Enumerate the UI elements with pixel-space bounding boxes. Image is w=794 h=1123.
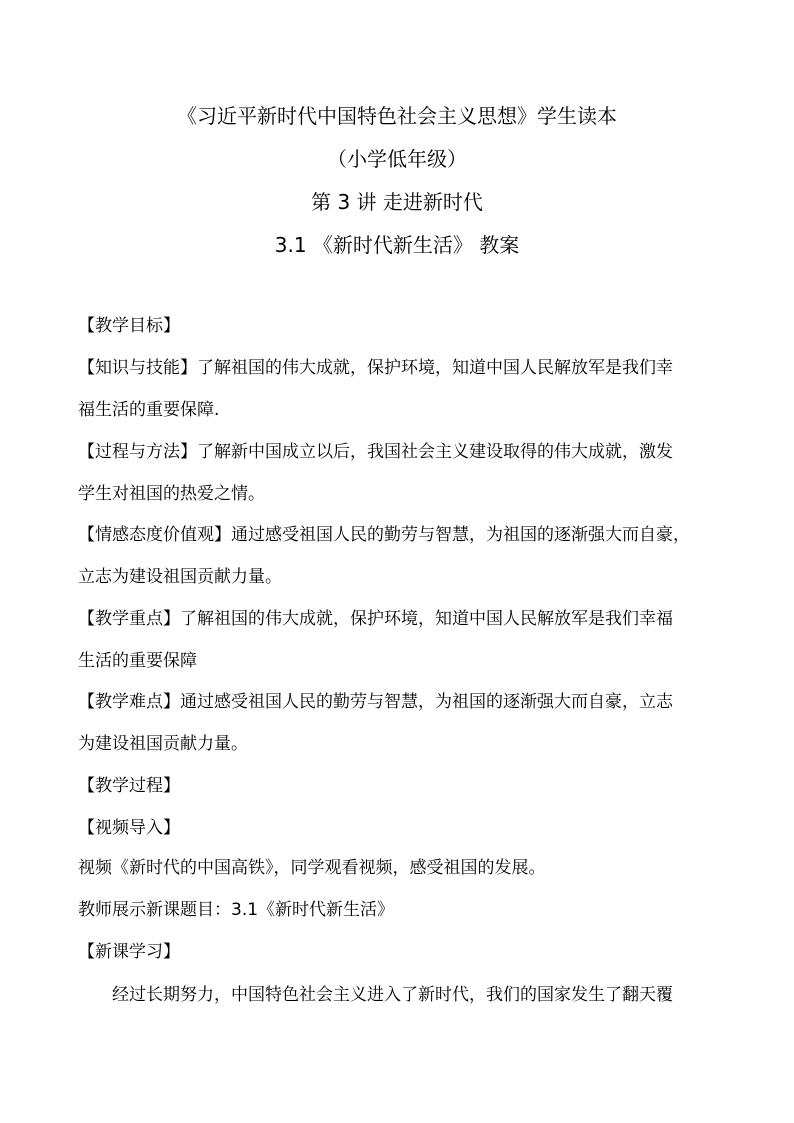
knowledge-label: 【知识与技能】 bbox=[78, 358, 197, 378]
difficulty-text-1: 通过感受祖国人民的勤劳与智慧，为祖国的逐渐强大而自豪，立志 bbox=[180, 692, 673, 712]
key-point-label: 【教学重点】 bbox=[78, 609, 180, 629]
lesson-heading: 3.1 《新时代新生活》 教案 bbox=[274, 233, 520, 257]
body-paragraph: 经过长期努力，中国特色社会主义进入了新时代，我们的国家发生了翻天覆 bbox=[112, 985, 673, 1005]
lecture-heading: 第 3 讲 走进新时代 bbox=[311, 190, 483, 214]
difficulty-text-2: 为建设祖国贡献力量。 bbox=[78, 734, 248, 754]
emotion-text-2: 立志为建设祖国贡献力量。 bbox=[78, 567, 282, 587]
grade-subtitle: （小学低年级） bbox=[327, 147, 467, 171]
emotion-text-1: 通过感受祖国人民的勤劳与智慧，为祖国的逐渐强大而自豪， bbox=[231, 525, 690, 545]
key-point-text-2: 生活的重要保障 bbox=[78, 651, 197, 671]
process-label: 【过程与方法】 bbox=[78, 442, 197, 462]
key-point-line-1 bbox=[78, 607, 728, 631]
teacher-text: 教师展示新课题目：3.1《新时代新生活》 bbox=[78, 900, 395, 920]
video-heading: 【视频导入】 bbox=[78, 818, 180, 838]
process-text-1: 了解新中国成立以后，我国社会主义建设取得的伟大成就，激发 bbox=[197, 442, 673, 462]
emotion-line-1 bbox=[78, 523, 728, 547]
emotion-label: 【情感态度价值观】 bbox=[78, 525, 231, 545]
process-line-1 bbox=[78, 440, 728, 464]
process-text-2: 学生对祖国的热爱之情。 bbox=[78, 484, 265, 504]
key-point-text-1: 了解祖国的伟大成就，保护环境，知道中国人民解放军是我们幸福 bbox=[180, 609, 673, 629]
book-title: 《习近平新时代中国特色社会主义思想》学生读本 bbox=[177, 104, 617, 128]
difficulty-label: 【教学难点】 bbox=[78, 692, 180, 712]
goals-heading: 【教学目标】 bbox=[78, 316, 180, 336]
knowledge-text-1: 了解祖国的伟大成就，保护环境，知道中国人民解放军是我们幸 bbox=[197, 358, 673, 378]
video-text: 视频《新时代的中国高铁》，同学观看视频，感受祖国的发展。 bbox=[78, 858, 546, 878]
knowledge-text-2: 福生活的重要保障. bbox=[78, 400, 220, 420]
process-heading: 【教学过程】 bbox=[78, 776, 180, 796]
difficulty-line-1 bbox=[78, 690, 728, 714]
new-lesson-heading: 【新课学习】 bbox=[78, 942, 180, 962]
knowledge-line-1 bbox=[78, 356, 728, 380]
